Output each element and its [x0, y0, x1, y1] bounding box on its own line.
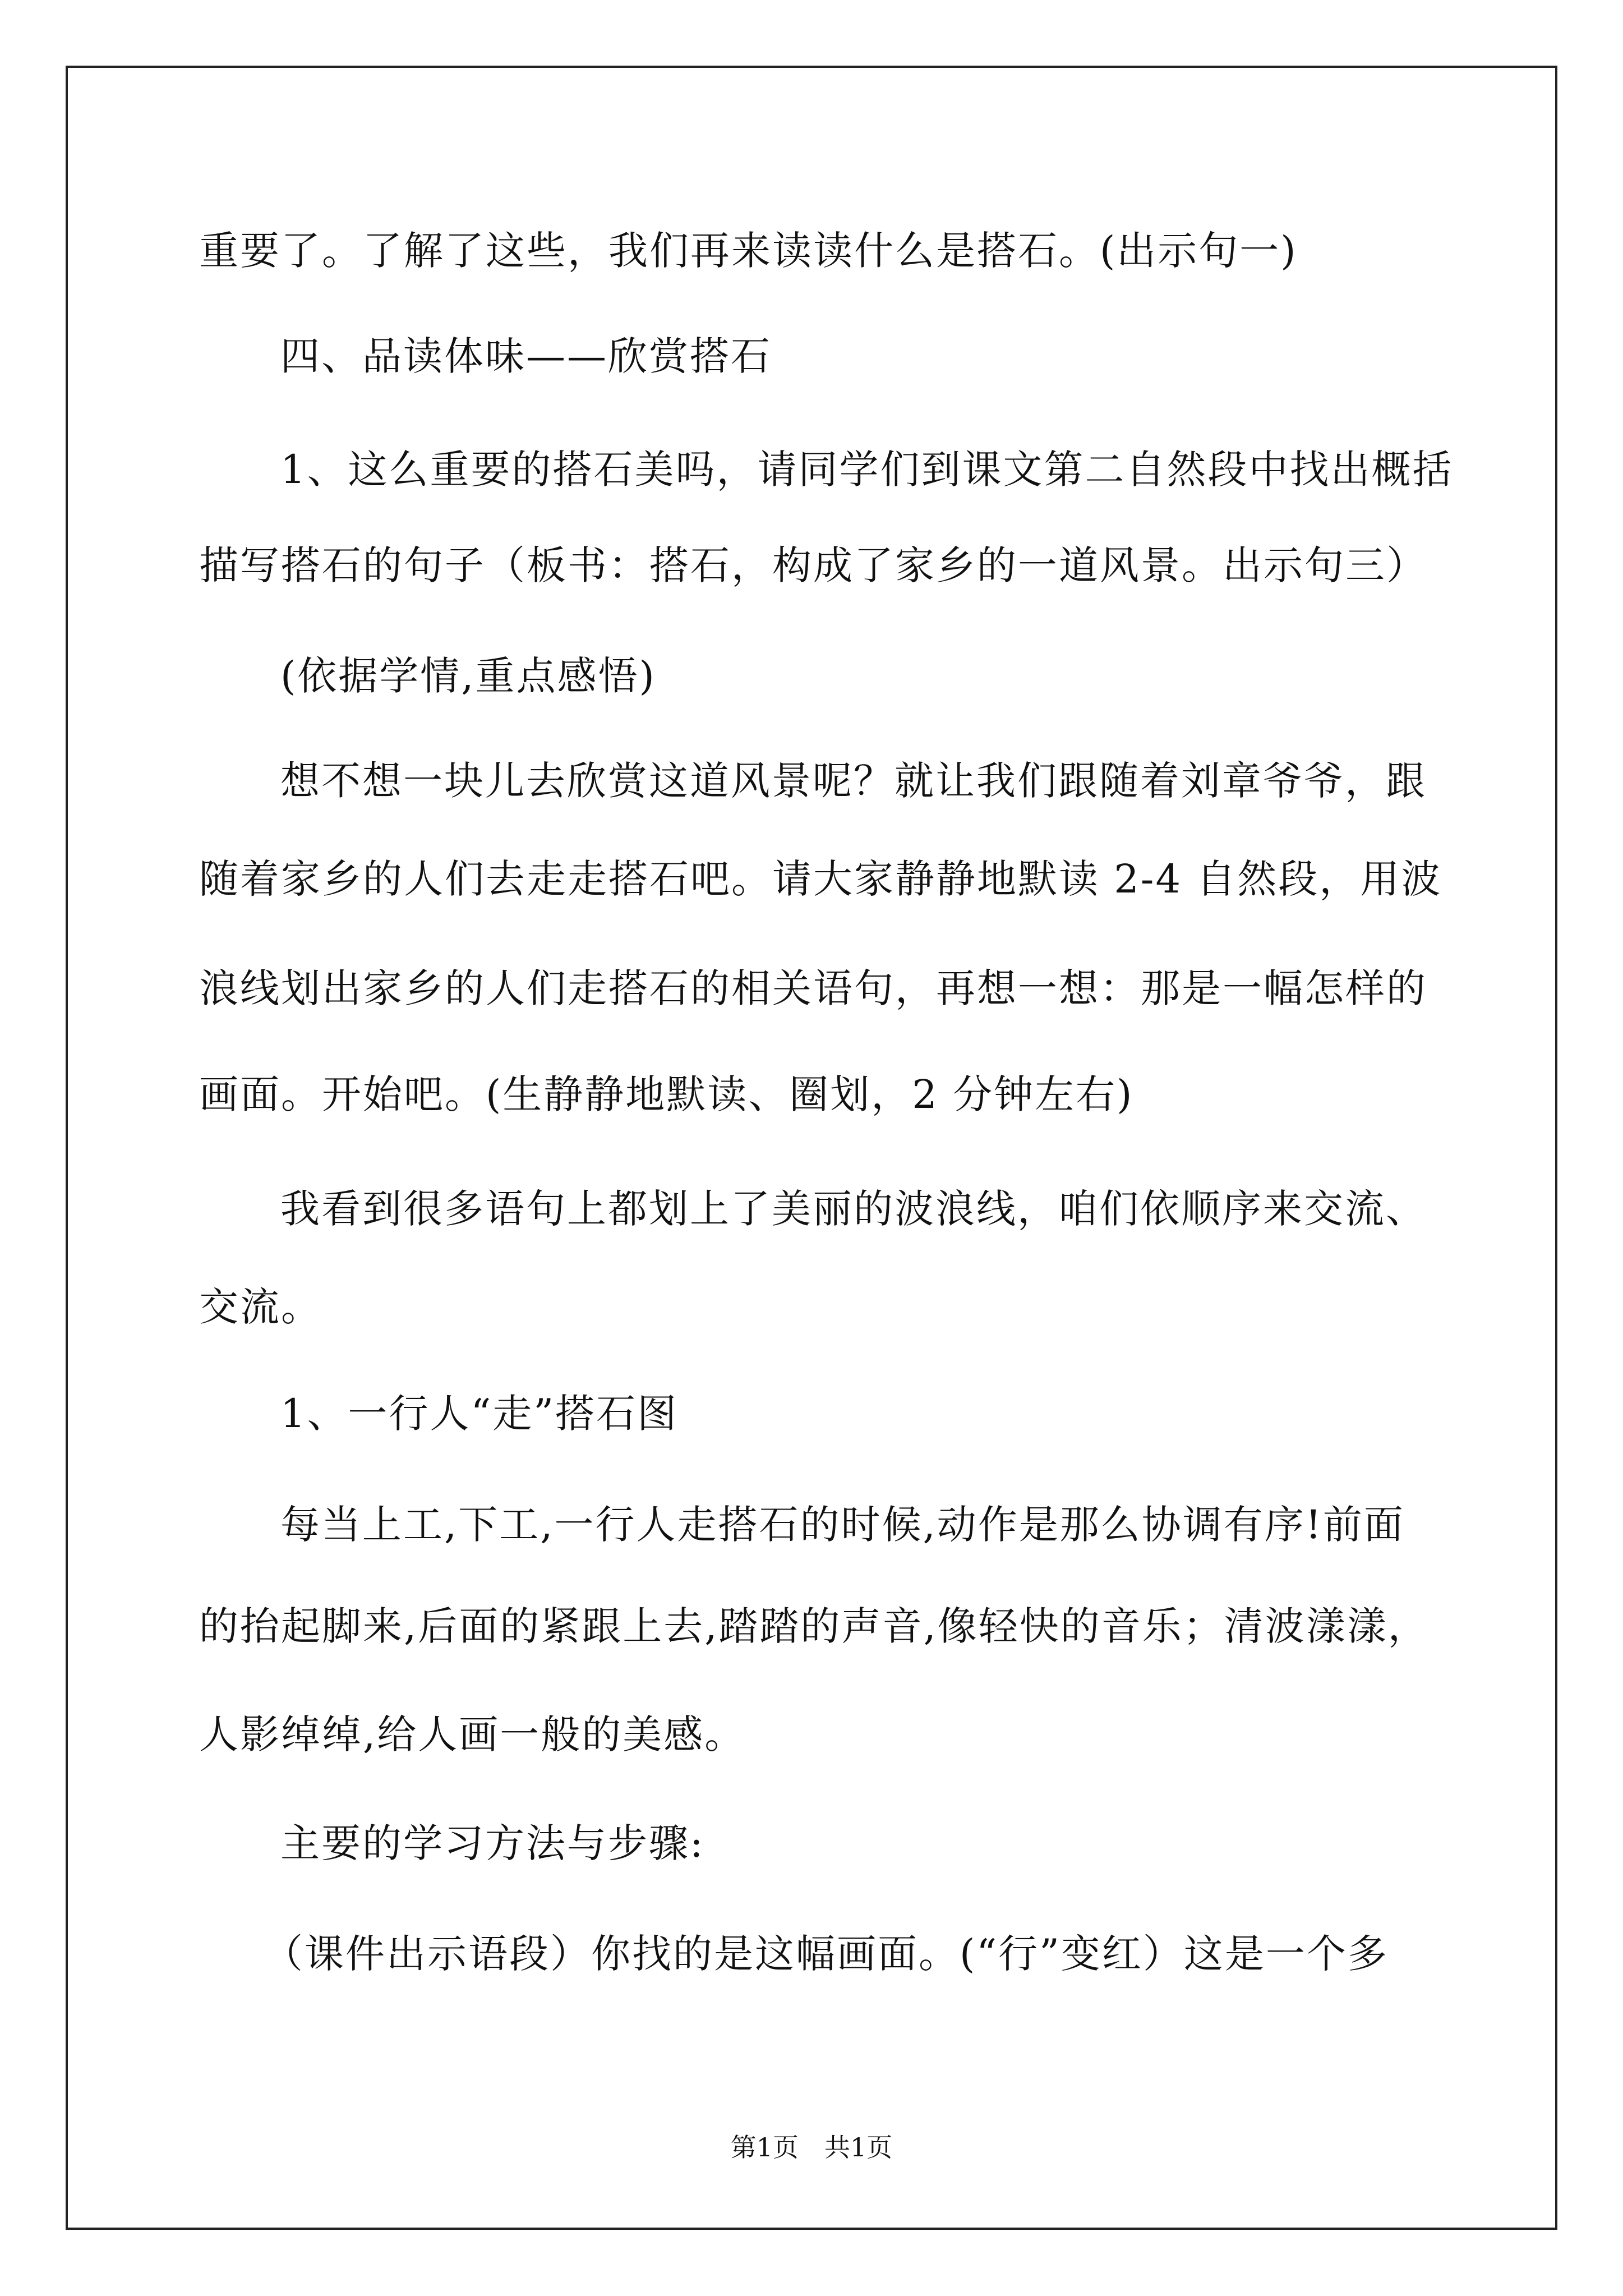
text-line-17: （课件出示语段）你找的是这幅画面。(“行”变红）这是一个多	[264, 1931, 1389, 1977]
text-line-3: 1、这么重要的搭石美吗，请同学们到课文第二自然段中找出概括	[280, 447, 1454, 493]
text-line-6: 想不想一块儿去欣赏这道风景呢？就让我们跟随着刘章爷爷，跟	[280, 758, 1427, 804]
text-line-9: 画面。开始吧。(生静静地默读、圈划，2 分钟左右)	[199, 1071, 1134, 1117]
text-line-10: 我看到很多语句上都划上了美丽的波浪线，咱们依顺序来交流、	[280, 1186, 1427, 1232]
text-line-5: (依据学情,重点感悟)	[280, 653, 656, 699]
text-line-8: 浪线划出家乡的人们走搭石的相关语句，再想一想：那是一幅怎样的	[199, 965, 1427, 1011]
text-line-12: 1、一行人“走”搭石图	[280, 1391, 679, 1437]
text-line-2: 四、品读体味——欣赏搭石	[280, 333, 772, 379]
text-line-16: 主要的学习方法与步骤:	[280, 1820, 705, 1866]
text-line-7: 随着家乡的人们去走走搭石吧。请大家静静地默读 2-4 自然段，用波	[199, 856, 1442, 902]
text-line-4: 描写搭石的句子（板书：搭石，构成了家乡的一道风景。出示句三）	[199, 542, 1427, 588]
page-border	[66, 66, 1557, 2230]
page-footer: 第1页 共1页	[730, 2132, 893, 2162]
text-line-11: 交流。	[199, 1284, 322, 1330]
text-line-15: 人影绰绰,给人画一般的美感。	[199, 1711, 746, 1757]
text-line-13: 每当上工,下工,一行人走搭石的时候,动作是那么协调有序!前面	[280, 1502, 1405, 1548]
text-line-1: 重要了。了解了这些，我们再来读读什么是搭石。(出示句一)	[199, 228, 1298, 274]
text-line-14: 的抬起脚来,后面的紧跟上去,踏踏的声音,像轻快的音乐；清波漾漾，	[199, 1603, 1429, 1649]
